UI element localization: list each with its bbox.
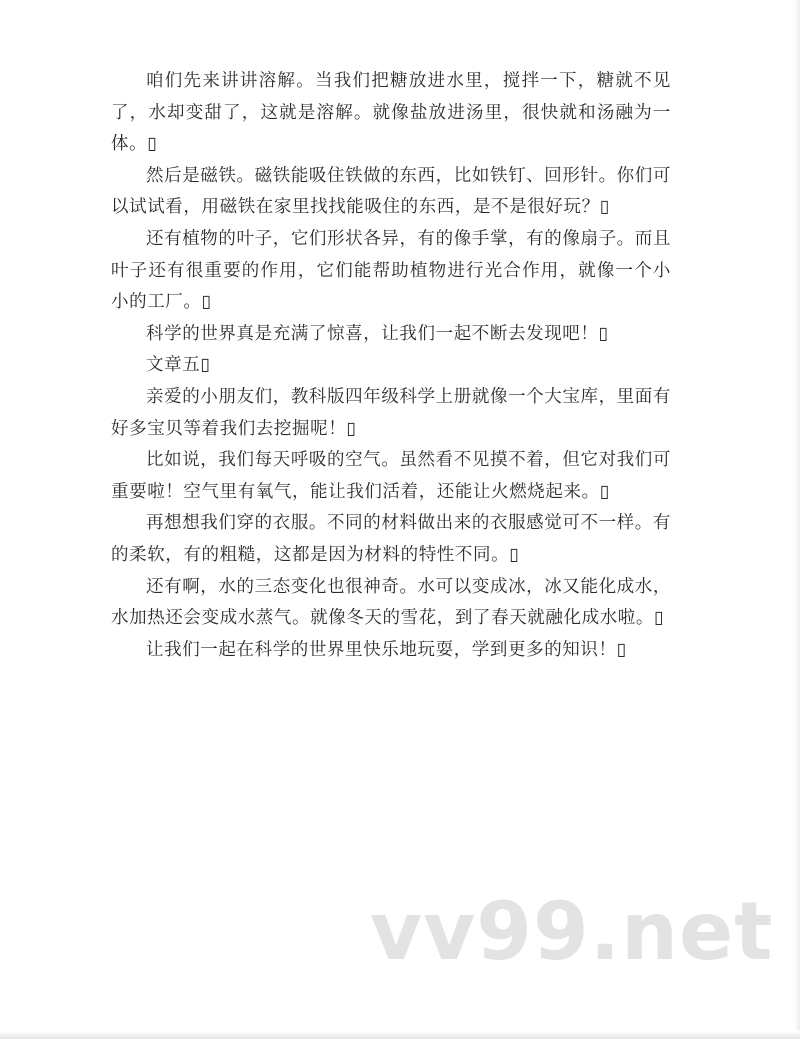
paragraph-end-mark: ▯ — [599, 481, 610, 502]
document-body — [111, 66, 671, 666]
paragraph-end-mark: ▯ — [346, 418, 357, 439]
paragraph-text: 然后是磁铁。磁铁能吸住铁做的东西，比如铁钉、回形针。你们可以试试看，用磁铁在家里找找能吸住的东西，是不是很好玩？ — [111, 165, 671, 218]
paragraph-end-mark: ▯ — [599, 197, 610, 218]
paragraph-text: 科学的世界真是充满了惊喜，让我们一起不断去发现吧！ — [146, 323, 599, 344]
paragraph-clothes — [111, 508, 671, 571]
watermark-text: vv99.net — [370, 885, 774, 978]
paragraph-magnets — [111, 161, 671, 224]
page-edge-shadow-right — [794, 0, 800, 1039]
paragraph-air — [111, 445, 671, 508]
paragraph-end-mark: ▯ — [654, 608, 665, 629]
paragraph-text: 比如说，我们每天呼吸的空气。虽然看不见摸不着，但它对我们可重要啦！空气里有氧气，能让我们活着，还能让火燃烧起来。 — [111, 450, 671, 502]
paragraph-water-states — [111, 572, 671, 635]
paragraph-text: 再想想我们穿的衣服。不同的材料做出来的衣服感觉可不一样。有的柔软，有的粗糙，这都是因为材料的特性不同。 — [111, 513, 671, 565]
paragraph-conclusion — [111, 319, 671, 351]
paragraph-intro — [111, 382, 671, 445]
paragraph-end-mark: ▯ — [147, 134, 158, 155]
paragraph-end-mark: ▯ — [598, 323, 609, 344]
paragraph-dissolving — [111, 66, 671, 161]
heading-text: 文章五 — [146, 355, 201, 376]
paragraph-text: 还有植物的叶子，它们形状各异，有的像手掌，有的像扇子。而且叶子还有很重要的作用，它们能帮助植物进行光合作用，就像一个小小的工厂。 — [111, 228, 671, 313]
paragraph-end-mark: ▯ — [616, 639, 627, 660]
paragraph-text: 让我们一起在科学的世界里快乐地玩耍，学到更多的知识！ — [146, 639, 617, 660]
paragraph-text: 还有啊，水的三态变化也很神奇。水可以变成冰，冰又能化成水，水加热还会变成水蒸气。就像冬天的雪花，到了春天就融化成水啦。 — [111, 576, 671, 629]
page-edge-shadow-bottom — [0, 1031, 800, 1039]
section-heading — [111, 350, 671, 382]
paragraph-end-mark: ▯ — [201, 292, 212, 313]
paragraph-leaves — [111, 224, 671, 319]
paragraph-closing — [111, 635, 671, 667]
paragraph-end-mark: ▯ — [509, 544, 520, 565]
paragraph-end-mark: ▯ — [200, 355, 211, 376]
paragraph-text: 咱们先来讲讲溶解。当我们把糖放进水里，搅拌一下，糖就不见了，水却变甜了，这就是溶解。就像盐放进汤里，很快就和汤融为一体。 — [111, 71, 671, 155]
paragraph-text: 亲爱的小朋友们，教科版四年级科学上册就像一个大宝库，里面有好多宝贝等着我们去挖掘呢！ — [111, 386, 671, 439]
